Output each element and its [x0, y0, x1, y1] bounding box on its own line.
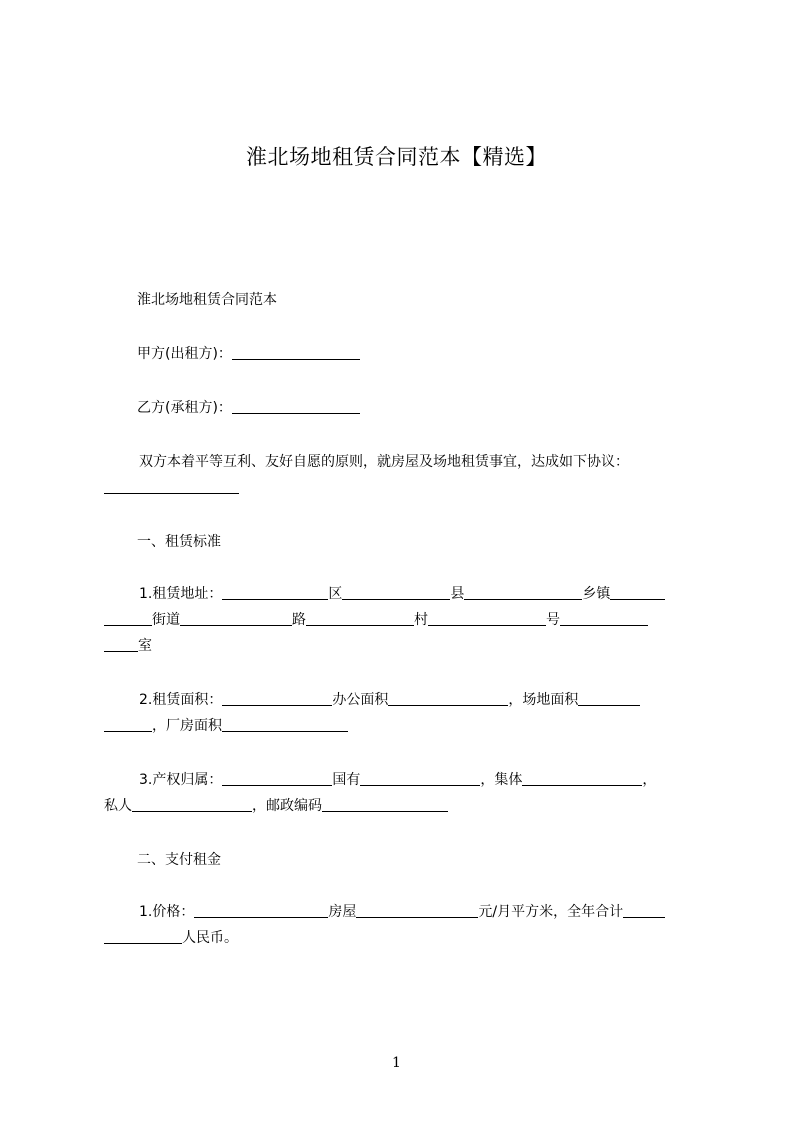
postcode-label: ，邮政编码 [252, 798, 322, 814]
room-label: 室 [138, 638, 152, 654]
factory-area-blank[interactable] [222, 716, 348, 732]
housing-blank[interactable] [356, 902, 478, 918]
party-a-line [137, 343, 737, 366]
section-1-heading: 一、租赁标准 [137, 534, 221, 550]
site-area-label: ，场地面积 [508, 692, 579, 708]
office-area-blank[interactable] [388, 690, 508, 706]
village-label: 村 [414, 612, 428, 628]
address-label: 1.租赁地址： [139, 586, 223, 602]
annual-total-blank-a[interactable] [623, 902, 665, 918]
number-label: 号 [546, 612, 560, 628]
state-owned-blank[interactable] [360, 770, 480, 786]
price-line-2 [104, 927, 704, 950]
intro-blank-line [104, 477, 704, 500]
party-b-label: 乙方(承租方)： [137, 400, 232, 416]
room-blank-b[interactable] [104, 636, 138, 652]
area-label: 2.租赁面积： [139, 692, 223, 708]
office-area-label: 办公面积 [332, 692, 389, 708]
number-blank[interactable] [428, 610, 546, 626]
ownership-line-1 [139, 769, 739, 792]
party-b-line [137, 397, 737, 420]
price-unit-label: 元/月平方米，全年合计 [478, 904, 624, 920]
subtitle: 淮北场地租赁合同范本 [137, 292, 277, 308]
area-line-2 [104, 715, 704, 738]
ownership-line-2 [104, 795, 704, 818]
street-blank-a[interactable] [610, 584, 665, 600]
price-blank[interactable] [194, 902, 328, 918]
party-a-label: 甲方(出租方)： [137, 346, 232, 362]
document-title: 淮北场地租赁合同范本【精选】 [246, 145, 547, 169]
state-owned-label: 国有 [332, 772, 361, 788]
road-label: 路 [292, 612, 306, 628]
annual-total-blank-b[interactable] [104, 928, 182, 944]
collective-blank[interactable] [522, 770, 642, 786]
intro-blank[interactable] [104, 478, 239, 494]
private-label: 私人 [104, 798, 132, 814]
ownership-label: 3.产权归属： [139, 772, 223, 788]
area-blank[interactable] [222, 690, 332, 706]
price-label: 1.价格： [139, 904, 195, 920]
ownership-blank[interactable] [222, 770, 332, 786]
postcode-blank[interactable] [322, 796, 448, 812]
site-area-blank-a[interactable] [578, 690, 640, 706]
address-line-2 [104, 609, 704, 632]
comma: ， [642, 772, 657, 788]
price-line-1 [139, 901, 739, 924]
street-label: 街道 [152, 612, 180, 628]
housing-label: 房屋 [328, 904, 357, 920]
party-a-blank[interactable] [232, 344, 360, 360]
village-blank[interactable] [306, 610, 414, 626]
private-blank[interactable] [132, 796, 252, 812]
page-number: 1 [392, 1055, 401, 1071]
intro-line: 双方本着平等互利、友好自愿的原则，就房屋及场地租赁事宜，达成如下协议： [139, 454, 629, 470]
area-line-1 [139, 689, 739, 712]
address-line-1 [139, 583, 739, 606]
county-label: 县 [450, 586, 465, 602]
district-label: 区 [328, 586, 343, 602]
district-blank[interactable] [222, 584, 328, 600]
address-line-3 [104, 635, 704, 658]
county-blank[interactable] [342, 584, 450, 600]
rmb-label: 人民币。 [182, 930, 238, 946]
street-blank-b[interactable] [104, 610, 152, 626]
road-blank[interactable] [180, 610, 292, 626]
party-b-blank[interactable] [232, 398, 360, 414]
factory-area-label: ，厂房面积 [152, 718, 222, 734]
room-blank-a[interactable] [560, 610, 648, 626]
collective-label: ，集体 [480, 772, 523, 788]
site-area-blank-b[interactable] [104, 716, 152, 732]
section-2-heading: 二、支付租金 [137, 852, 221, 868]
township-label: 乡镇 [582, 586, 611, 602]
township-blank[interactable] [464, 584, 582, 600]
